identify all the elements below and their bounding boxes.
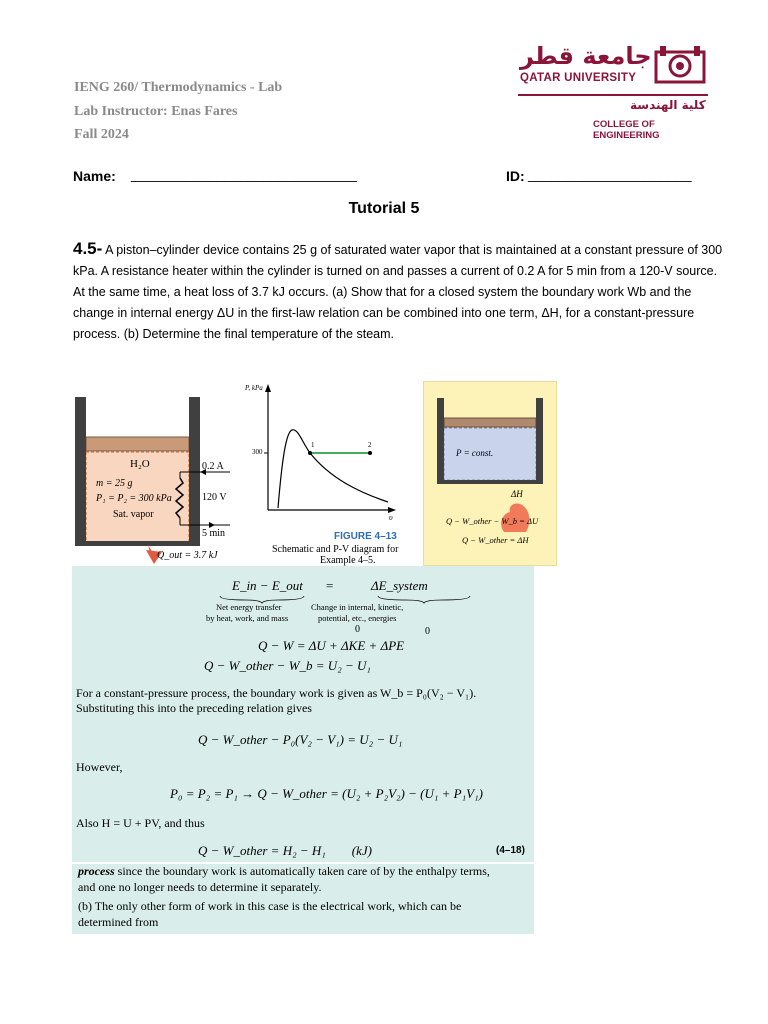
para3-line2: determined from xyxy=(78,915,159,929)
right-eq-1: Q − W_other − W_b = ΔU xyxy=(446,516,539,526)
solution-box xyxy=(72,566,534,862)
however-eq: P₀ = P₂ = P₁ → Q − W_other = (U₂ + P₂V₂) − (U₁ + P₁V₁) xyxy=(170,786,483,801)
fig-heat-out: Q_out = 3.7 kJ xyxy=(157,550,218,561)
constant-pressure-figure xyxy=(423,381,557,566)
rhs-note-1: Change in internal, kinetic, xyxy=(311,602,404,612)
qatar-university-logo xyxy=(518,42,710,141)
closed-system-eq: Q − W_other − W_b = U₂ − U₁ xyxy=(204,658,371,673)
para2-line2: and one no longer needs to determine it separately. xyxy=(78,880,322,894)
zero-pe: 0 xyxy=(425,626,430,637)
fig-substance: H₂O xyxy=(130,458,150,470)
right-eq-2: Q − W_other = ΔH xyxy=(462,535,529,545)
figure-caption-2: Example 4–5. xyxy=(320,555,376,566)
para2-rest: since the boundary work is automatically taken care of by the enthalpy terms, xyxy=(114,864,490,878)
pv-point-1: 1 xyxy=(311,441,315,449)
logo-english-college: COLLEGE OF ENGINEERING xyxy=(593,119,660,141)
problem-statement xyxy=(73,238,723,345)
problem-text: A piston–cylinder device contains 25 g of saturated water vapor that is maintained at a constant pressure of 300 kPa. A resistance heater within the cylinder is turned on and passes a current of 0.2 A for 5 min from a 120-V source. At the same time, a heat loss of 3.7 kJ occurs. (a) Show that for a closed system the boundary work Wb and the change in internal energy ΔU in the first-law relation can be combined into one term, ΔH, for a constant-pressure process. (b) Determine the final temperature of the steam. xyxy=(73,243,723,341)
figure-caption-1: Schematic and P-V diagram for xyxy=(272,544,399,555)
logo-divider xyxy=(518,94,708,96)
para1-line1: For a constant-pressure process, the boundary work is given as W_b = P₀(V₂ − V₁). xyxy=(76,686,477,700)
para2-line1 xyxy=(78,864,490,879)
energy-balance-lhs: E_in − E_out xyxy=(232,578,303,593)
logo-arabic-college: كلية الهندسة xyxy=(630,98,706,112)
lhs-note-2: by heat, work, and mass xyxy=(206,613,289,623)
pv-y-label: P, kPa xyxy=(245,384,263,392)
zero-ke: 0 xyxy=(355,624,360,635)
energy-balance-rhs: ΔE_system xyxy=(371,578,428,593)
however-text: However, xyxy=(76,760,123,774)
para1-line2: Substituting this into the preceding relation gives xyxy=(76,701,312,715)
fig-mass: m = 25 g xyxy=(96,478,133,489)
inside-label: P = const. xyxy=(456,448,494,458)
logo-english-name: QATAR UNIVERSITY xyxy=(520,72,637,84)
eq-number: (4–18) xyxy=(496,845,525,856)
id-field[interactable]: _____________________ xyxy=(528,166,692,182)
final-eq: Q − W_other = H₂ − H₁ (kJ) xyxy=(198,843,372,858)
pv-point-2: 2 xyxy=(368,441,372,449)
solution-box-lower xyxy=(72,864,534,934)
term-line: Fall 2024 xyxy=(74,127,129,142)
para2-bold: process xyxy=(78,864,115,878)
fig-current: 0.2 A xyxy=(202,461,224,472)
cylinder-sketch xyxy=(434,396,546,486)
substituted-eq: Q − W_other − P₀(V₂ − V₁) = U₂ − U₁ xyxy=(198,732,403,747)
logo-emblem-icon xyxy=(654,44,706,84)
pv-diagram xyxy=(240,380,410,520)
pv-tick-300: 300 xyxy=(252,448,263,456)
first-law-eq: Q − W = ΔU + ΔKE + ΔPE xyxy=(258,638,405,653)
rhs-note-2: potential, etc., energies xyxy=(318,613,397,623)
logo-arabic-name: جامعة قطر xyxy=(520,42,652,70)
fig-pressure: P₁ = P₂ = 300 kPa xyxy=(96,493,172,504)
fig-voltage: 120 V xyxy=(202,492,227,503)
also-text: Also H = U + PV, and thus xyxy=(76,816,205,830)
id-label: ID: xyxy=(506,168,525,184)
para3-line1: (b) The only other form of work in this case is the electrical work, which can be xyxy=(78,899,462,913)
lhs-note-1: Net energy transfer xyxy=(216,602,282,612)
figure-number: FIGURE 4–13 xyxy=(334,531,397,542)
fig-time: 5 min xyxy=(202,528,226,539)
name-label: Name: xyxy=(73,168,116,184)
name-field[interactable]: _____________________________ xyxy=(131,166,357,182)
page-title: Tutorial 5 xyxy=(348,200,420,217)
instructor-line: Lab Instructor: Enas Fares xyxy=(74,104,238,119)
course-title: IENG 260/ Thermodynamics - Lab xyxy=(74,80,283,95)
problem-number: 4.5- xyxy=(73,239,103,258)
energy-balance-eq: = xyxy=(326,578,334,593)
fig-state: Sat. vapor xyxy=(113,509,154,520)
pv-x-label: υ xyxy=(389,513,393,522)
dh-label: ΔH xyxy=(511,489,523,499)
